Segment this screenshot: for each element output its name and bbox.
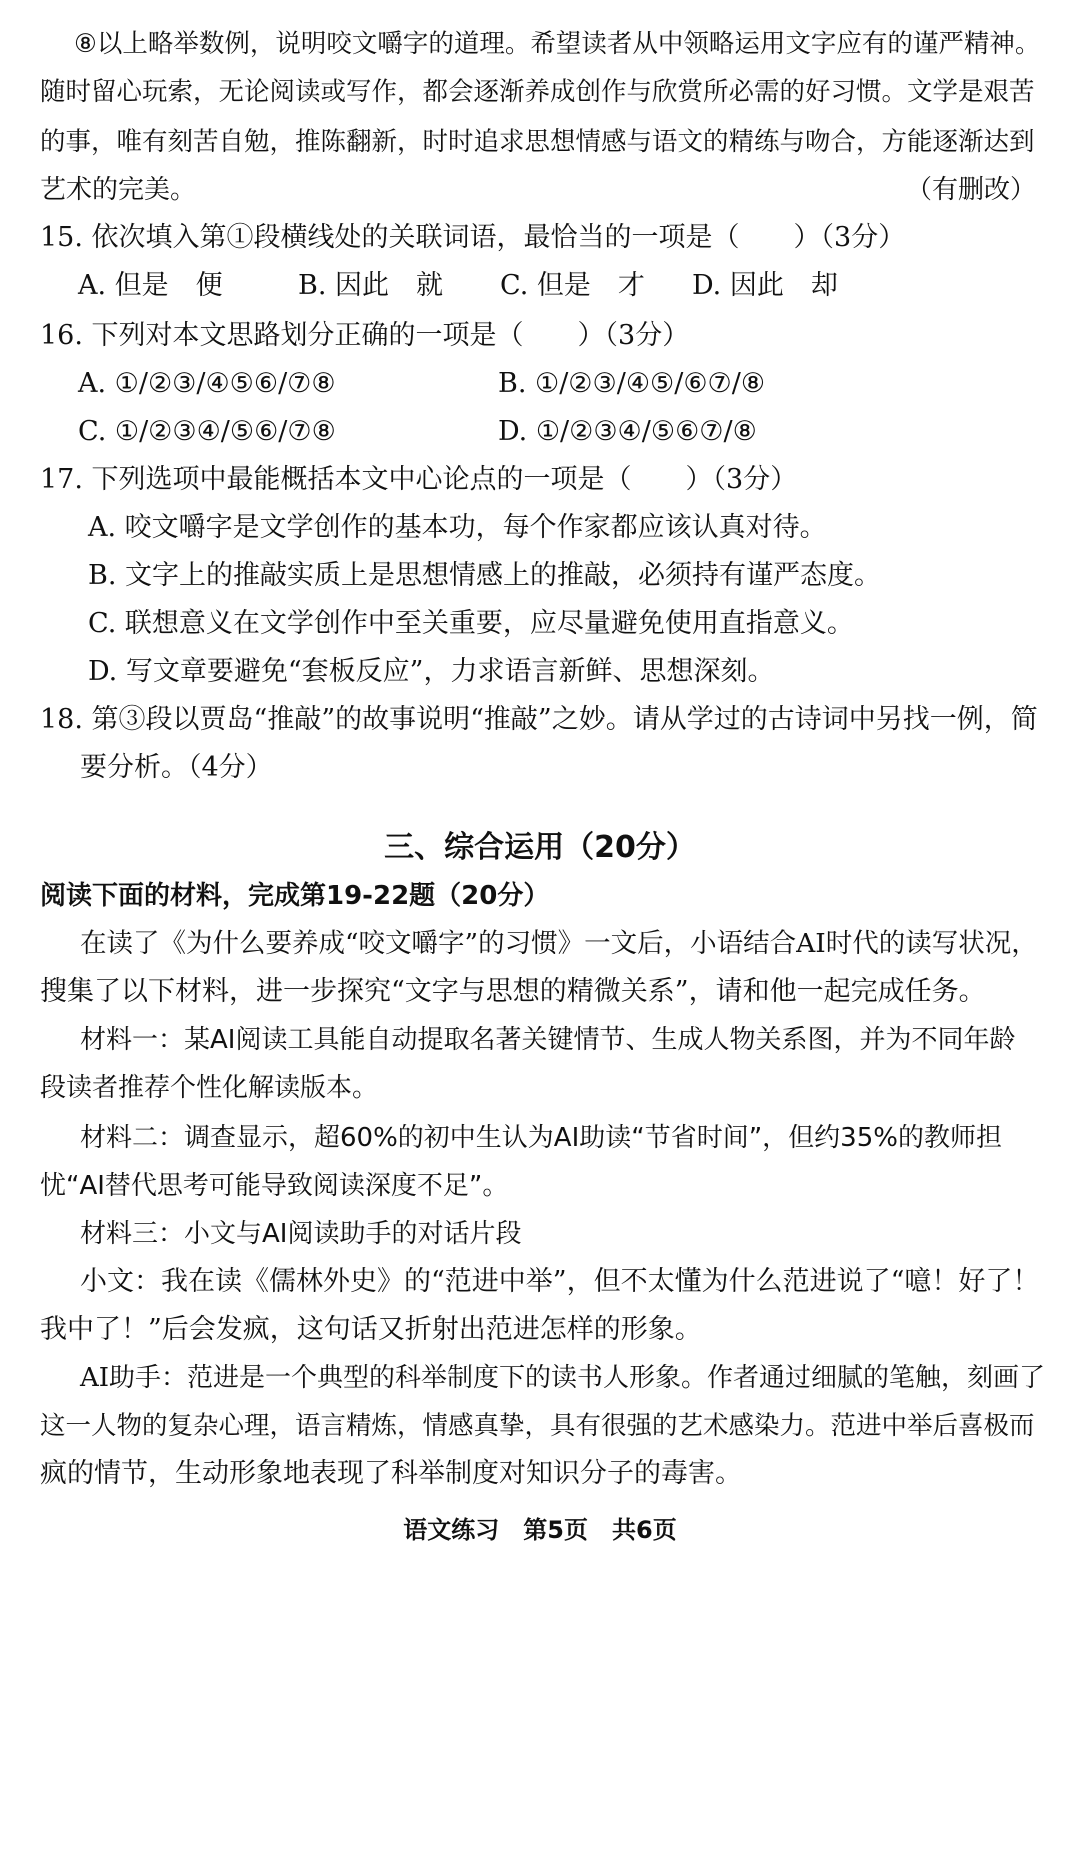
material-2-line-2: 忧“AI替代思考可能导致阅读深度不足”。: [40, 1171, 509, 1201]
passage-line-4: 艺术的完美。: [40, 175, 197, 205]
dialogue-xiaowen-line-2: 我中了！”后会发疯，这句话又折射出范进怎样的形象。: [40, 1314, 702, 1345]
intro-line-1: 在读了《为什么要养成“咬文嚼字”的习惯》一文后，小语结合AI时代的读写状况，: [80, 928, 1038, 959]
passage-line-1: ⑧以上略举数例，说明咬文嚼字的道理。希望读者从中领略运用文字应有的谨严精神。: [74, 29, 1041, 59]
page-footer: 语文练习 第5页 共6页: [403, 1516, 677, 1544]
dialogue-ai-line-3: 疯的情节，生动形象地表现了科举制度对知识分子的毒害。: [40, 1458, 742, 1489]
q16-option-b: B. ①/②③/④⑤/⑥⑦/⑧: [498, 368, 766, 399]
material-1-line-2: 段读者推荐个性化解读版本。: [40, 1073, 379, 1103]
dialogue-ai-line-1: AI助手：范进是一个典型的科举制度下的读书人形象。作者通过细腻的笔触，刻画了: [80, 1363, 1046, 1393]
q16-option-c: C. ①/②③④/⑤⑥/⑦⑧: [78, 416, 336, 447]
q17-option-b: B. 文字上的推敲实质上是思想情感上的推敲，必须持有谨严态度。: [88, 560, 882, 591]
q18-line-2: 要分析。（4分）: [80, 752, 273, 783]
q15-option-a: A. 但是 便: [78, 270, 223, 301]
q16-stem: 16. 下列对本文思路划分正确的一项是（ ）（3分）: [40, 320, 690, 351]
source-note: （有删改）: [905, 175, 1036, 205]
passage-line-3: 的事，唯有刻苦自勉，推陈翻新，时时追求思想情感与语文的精练与吻合，方能逐渐达到: [40, 127, 1035, 157]
material-1-line-1: 材料一：某AI阅读工具能自动提取名著关键情节、生成人物关系图，并为不同年龄: [80, 1025, 1016, 1055]
q15-option-c: C. 但是 才: [500, 270, 645, 301]
intro-line-2: 搜集了以下材料，进一步探究“文字与思想的精微关系”，请和他一起完成任务。: [40, 976, 986, 1007]
q15-option-b: B. 因此 就: [298, 270, 444, 301]
section-instruction: 阅读下面的材料，完成第19-22题（20分）: [40, 881, 550, 911]
passage-line-2: 随时留心玩索，无论阅读或写作，都会逐渐养成创作与欣赏所必需的好习惯。文学是艰苦: [40, 77, 1035, 107]
section-title: 三、综合运用（20分）: [384, 830, 696, 865]
material-3-title: 材料三：小文与AI阅读助手的对话片段: [80, 1219, 522, 1249]
q16-option-a: A. ①/②③/④⑤⑥/⑦⑧: [78, 368, 336, 399]
q18-line-1: 18. 第③段以贾岛“推敲”的故事说明“推敲”之妙。请从学过的古诗词中另找一例，简: [40, 704, 1038, 735]
q17-option-c: C. 联想意义在文学创作中至关重要，应尽量避免使用直指意义。: [88, 608, 854, 639]
q16-option-d: D. ①/②③④/⑤⑥⑦/⑧: [498, 416, 757, 447]
q15-stem: 15. 依次填入第①段横线处的关联词语，最恰当的一项是（ ）（3分）: [40, 222, 906, 253]
material-2-line-1: 材料二：调查显示，超60%的初中生认为AI助读“节省时间”，但约35%的教师担: [80, 1123, 1002, 1153]
q17-stem: 17. 下列选项中最能概括本文中心论点的一项是（ ）（3分）: [40, 464, 798, 495]
dialogue-ai-line-2: 这一人物的复杂心理，语言精炼，情感真挚，具有很强的艺术感染力。范进中举后喜极而: [40, 1411, 1035, 1441]
q15-option-d: D. 因此 却: [692, 270, 838, 301]
dialogue-xiaowen-line-1: 小文：我在读《儒林外史》的“范进中举”，但不太懂为什么范进说了“噫！好了！: [80, 1266, 1040, 1297]
q17-option-d: D. 写文章要避免“套板反应”，力求语言新鲜、思想深刻。: [88, 656, 775, 687]
q17-option-a: A. 咬文嚼字是文学创作的基本功，每个作家都应该认真对待。: [88, 512, 827, 543]
